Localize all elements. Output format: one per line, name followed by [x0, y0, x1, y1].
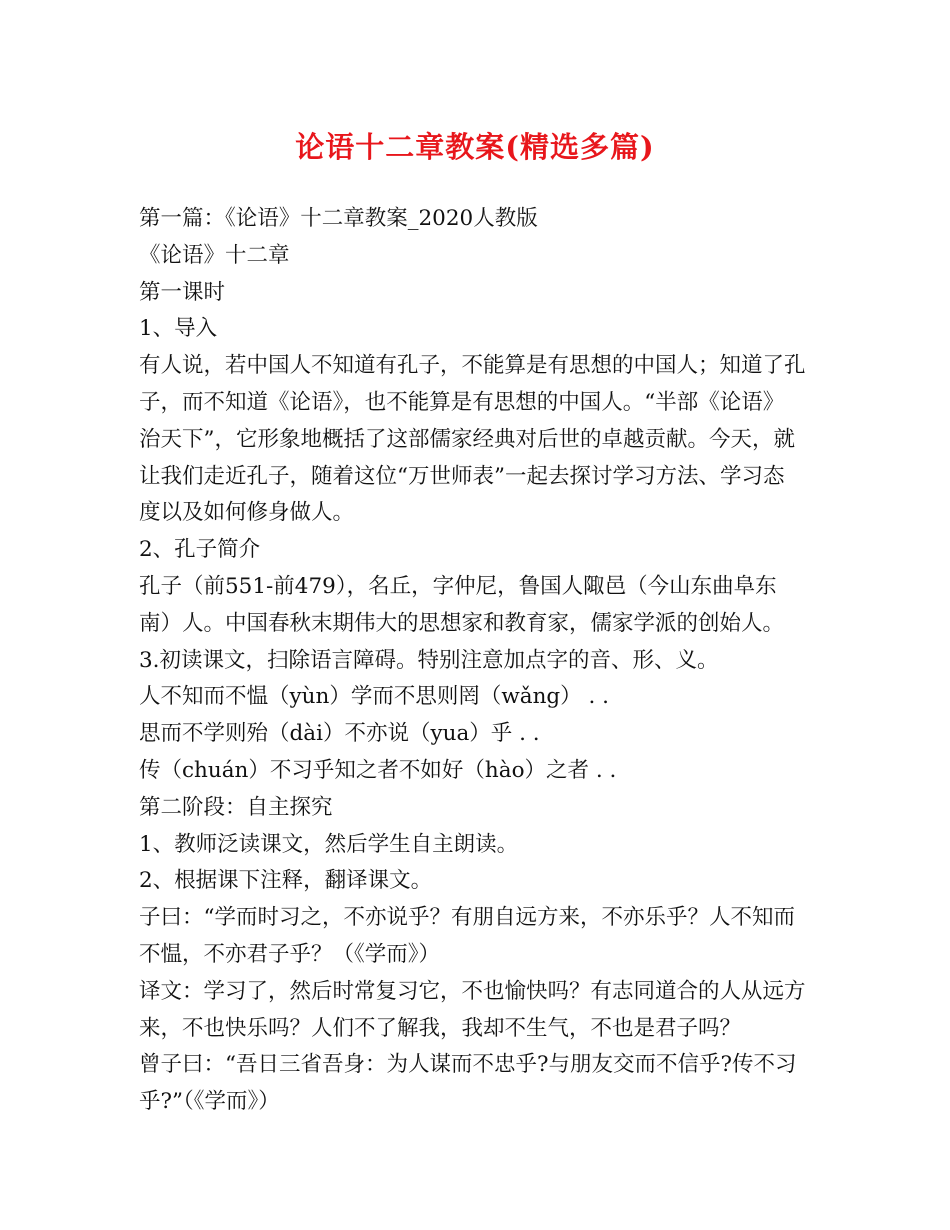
text-line: 孔子（前551-前479），名丘，字仲尼，鲁国人陬邑（今山东曲阜东: [139, 573, 777, 599]
text-line: 1、教师泛读课文，然后学生自主朗读。: [139, 831, 519, 857]
document-title: 论语十二章教案(精选多篇): [295, 130, 655, 164]
text-line: 不愠，不亦君子乎？（《学而》）: [139, 941, 441, 967]
text-line: 第一篇：《论语》十二章教案_2020人教版: [139, 206, 538, 231]
text-line: 来，不也快乐吗？人们不了解我，我却不生气，不也是君子吗？: [139, 1015, 742, 1041]
text-line: 让我们走近孔子，随着这位“万世师表”一起去探讨学习方法、学习态: [139, 463, 785, 489]
text-line: 子曰：“学而时习之，不亦说乎？有朋自远方来，不亦乐乎？人不知而: [139, 905, 795, 931]
text-line: 曾子曰：“吾日三省吾身：为人谋而不忠乎?与朋友交而不信乎?传不习: [139, 1052, 797, 1078]
text-line: 译文：学习了，然后时常复习它，不也愉快吗？有志同道合的人从远方: [139, 978, 806, 1004]
text-line: 传（chuán）不习乎知之者不如好（hào）之者 . .: [139, 757, 617, 783]
text-line: 治天下”，它形象地概括了这部儒家经典对后世的卓越贡献。今天，就: [139, 426, 795, 452]
text-line: 第一课时: [139, 279, 226, 305]
text-line: 人不知而不愠（yùn）学而不思则罔（wǎng） . .: [139, 684, 610, 710]
text-line: 子，而不知道《论语》，也不能算是有思想的中国人。“半部《论语》: [139, 389, 785, 415]
text-line: 第二阶段：自主探究: [139, 794, 333, 820]
text-line: 2、孔子简介: [139, 537, 261, 563]
document-body: [139, 201, 819, 1121]
text-line: 南）人。中国春秋末期伟大的思想家和教育家，儒家学派的创始人。: [139, 610, 785, 636]
text-line: 《论语》十二章: [139, 242, 290, 268]
text-line: 乎?”（《学而》）: [139, 1089, 280, 1115]
text-line: 3.初读课文，扫除语言障碍。特别注意加点字的音、形、义。: [139, 647, 719, 673]
text-line: 度以及如何修身做人。: [139, 500, 355, 526]
text-line: 有人说，若中国人不知道有孔子，不能算是有思想的中国人；知道了孔: [139, 353, 806, 379]
text-line: 思而不学则殆（dài）不亦说（yua）乎 . .: [139, 721, 540, 747]
text-line: 2、根据课下注释，翻译课文。: [139, 868, 433, 894]
text-line: 1、导入: [139, 316, 218, 342]
